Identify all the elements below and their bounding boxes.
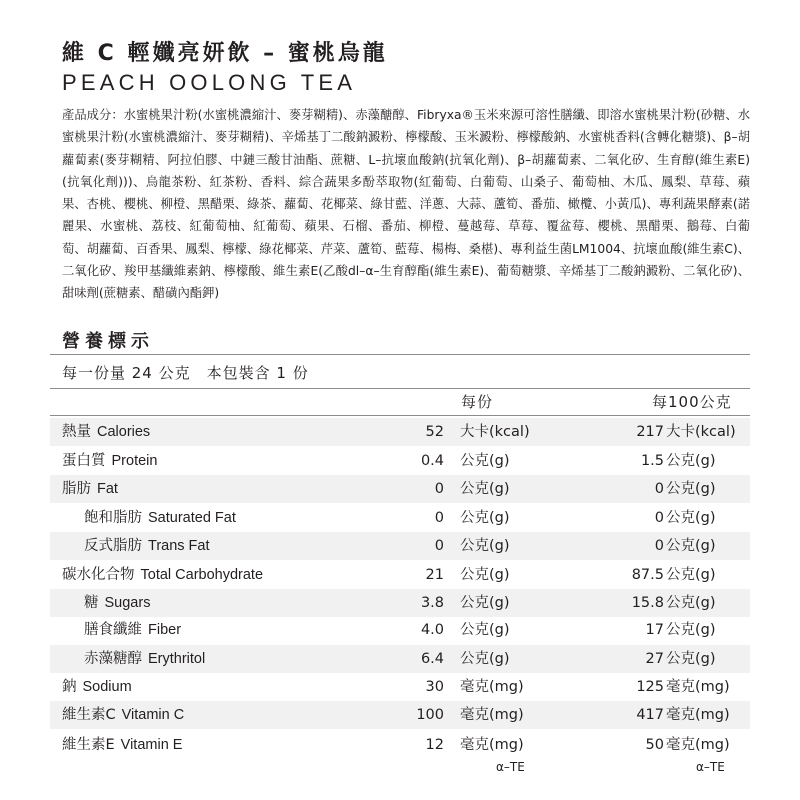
- value-per-serving: 30: [425, 679, 444, 695]
- nutrient-name-chinese: 糖: [84, 595, 99, 611]
- divider: [50, 415, 750, 416]
- value-per-serving: 6.4: [420, 651, 444, 667]
- value-per-serving: 0: [434, 538, 444, 554]
- value-per-100g: 125: [636, 679, 664, 695]
- value-per-serving: 0.4: [420, 453, 444, 469]
- unit-per-100g: 大卡(kcal): [666, 424, 736, 440]
- unit-per-100g: 公克(g): [666, 538, 716, 554]
- nutrient-name-chinese: 膳食纖維: [84, 622, 142, 638]
- nutrient-label: [84, 504, 236, 532]
- nutrient-label: [62, 561, 263, 589]
- value-per-100g: 0: [654, 510, 664, 526]
- nutrient-label: [62, 418, 150, 446]
- nutrient-name-chinese: 碳水化合物: [62, 567, 135, 583]
- nutrient-name-chinese: 熱量: [62, 424, 91, 440]
- unit-per-serving: 公克(g): [460, 538, 510, 554]
- unit-per-100g: 公克(g): [666, 622, 716, 638]
- nutrient-name-chinese: 脂肪: [62, 481, 91, 497]
- value-per-100g: 27: [645, 651, 664, 667]
- nutrient-name-english: Protein: [111, 453, 158, 469]
- table-row: [50, 561, 750, 589]
- unit-per-100g: 公克(g): [666, 481, 716, 497]
- value-per-serving: 3.8: [420, 595, 444, 611]
- nutrient-name-english: Calories: [97, 424, 151, 440]
- nutrient-name-english: Vitamin E: [120, 737, 183, 753]
- table-row: [50, 731, 750, 759]
- nutrient-name-english: Sodium: [82, 679, 132, 695]
- unit-per-serving: 毫克(mg): [460, 707, 524, 723]
- unit-per-serving: 毫克(mg): [460, 737, 524, 753]
- unit-per-serving: 公克(g): [460, 651, 510, 667]
- nutrient-name-english: Trans Fat: [148, 538, 210, 554]
- value-per-100g: 217: [636, 424, 664, 440]
- value-per-serving: 0: [434, 510, 444, 526]
- value-per-serving: 21: [425, 567, 444, 583]
- nutrient-name-english: Erythritol: [148, 651, 206, 667]
- nutrient-name-chinese: 維生素E: [62, 737, 115, 753]
- unit-per-100g: 毫克(mg): [666, 737, 730, 753]
- table-row: [50, 645, 750, 673]
- value-per-serving: 12: [425, 737, 444, 753]
- divider: [50, 354, 750, 355]
- vitamin-e-unit-note: α–TE: [696, 760, 725, 774]
- unit-per-100g: 公克(g): [666, 651, 716, 667]
- unit-per-serving: 公克(g): [460, 453, 510, 469]
- nutrient-label: [62, 447, 157, 475]
- table-row: [50, 673, 750, 701]
- value-per-100g: 417: [636, 707, 664, 723]
- value-per-100g: 0: [654, 481, 664, 497]
- unit-per-100g: 毫克(mg): [666, 707, 730, 723]
- table-row: [50, 418, 750, 446]
- ingredients-list: 產品成分：水蜜桃果汁粉(水蜜桃濃縮汁、麥芽糊精)、赤藻醣醇、Fibryxa®玉米來源可溶性膳纖、即溶水蜜桃果汁粉(砂糖、水蜜桃果汁粉(水蜜桃濃縮汁、麥芽糊精)、辛烯基丁二酸鈉澱粉、檸檬酸、玉米澱粉、檸檬酸鈉、水蜜桃香料(含轉化糖漿)、β–胡蘿蔔素(麥芽糊精、阿拉伯膠、中鏈三酸甘油酯、蔗糖、L–抗壞血酸鈉(抗氧化劑)、β–胡蘿蔔素、二氧化矽、生育醇(維生素E)(抗氧化劑)))、烏龍茶粉、紅茶粉、香料、綜合蔬果多酚萃取物(紅葡萄、白葡萄、山桑子、葡萄柚、木瓜、鳳梨、草莓、蘋果、杏桃、櫻桃、柳橙、黑醋栗、綠茶、蘿蔔、花椰菜、綠甘藍、洋蔥、大蒜、蘆筍、番茄、橄欖、小黃瓜)、專利蔬果酵素(諾麗果、水蜜桃、荔枝、紅葡萄柚、紅葡萄、蘋果、石榴、番茄、柳橙、蔓越莓、草莓、覆盆莓、櫻桃、黑醋栗、鵝莓、白葡萄、胡蘿蔔、百香果、鳳梨、檸檬、綠花椰菜、芹菜、蘆筍、藍莓、楊梅、桑椹)、專利益生菌LM1004、抗壞血酸(維生素C)、二氧化矽、羧甲基纖維素鈉、檸檬酸、維生素E(乙酸dl–α–生育醇酯(維生素E)、葡萄糖漿、辛烯基丁二酸鈉澱粉、二氧化矽)、甜味劑(蔗糖素、醋磺內酯鉀): [62, 108, 750, 301]
- nutrient-label: [84, 532, 210, 560]
- value-per-100g: 0: [654, 538, 664, 554]
- nutrition-heading: 營養標示: [62, 331, 154, 352]
- value-per-100g: 15.8: [631, 595, 664, 611]
- table-row: [50, 475, 750, 503]
- nutrient-name-english: Total Carbohydrate: [140, 567, 264, 583]
- nutrient-label: [62, 701, 184, 729]
- value-per-serving: 4.0: [420, 622, 444, 638]
- column-header-per-100g: 每100公克: [652, 393, 732, 411]
- vitamin-e-unit-note: α–TE: [496, 760, 525, 774]
- nutrient-label: [62, 731, 182, 759]
- nutrient-name-english: Vitamin C: [121, 707, 185, 723]
- table-row: [50, 504, 750, 532]
- value-per-serving: 100: [416, 707, 444, 723]
- nutrient-label: [62, 475, 118, 503]
- table-row: [50, 701, 750, 729]
- value-per-serving: 0: [434, 481, 444, 497]
- unit-per-100g: 公克(g): [666, 595, 716, 611]
- unit-per-serving: 毫克(mg): [460, 679, 524, 695]
- table-row: [50, 616, 750, 644]
- value-per-100g: 1.5: [640, 453, 664, 469]
- value-per-100g: 17: [645, 622, 664, 638]
- unit-per-serving: 公克(g): [460, 595, 510, 611]
- nutrient-name-english: Saturated Fat: [148, 510, 236, 526]
- unit-per-100g: 公克(g): [666, 510, 716, 526]
- table-row: [50, 532, 750, 560]
- product-title-english: PEACH OOLONG TEA: [62, 70, 357, 95]
- nutrient-label: [84, 616, 181, 644]
- nutrient-name-chinese: 飽和脂肪: [84, 510, 142, 526]
- nutrient-name-chinese: 赤藻糖醇: [84, 651, 142, 667]
- value-per-serving: 52: [425, 424, 444, 440]
- nutrient-label: [84, 589, 150, 617]
- unit-per-serving: 公克(g): [460, 510, 510, 526]
- unit-per-100g: 公克(g): [666, 453, 716, 469]
- table-row: [50, 589, 750, 617]
- product-title-chinese: 維 C 輕孅亮妍飲 – 蜜桃烏龍: [62, 41, 388, 66]
- nutrient-name-english: Fiber: [148, 622, 182, 638]
- column-header-per-serving: 每份: [461, 393, 494, 411]
- nutrient-name-chinese: 蛋白質: [62, 453, 106, 469]
- value-per-100g: 50: [645, 737, 664, 753]
- nutrient-name-english: Fat: [97, 481, 118, 497]
- value-per-100g: 87.5: [631, 567, 664, 583]
- divider: [50, 388, 750, 389]
- nutrient-name-chinese: 反式脂肪: [84, 538, 142, 554]
- nutrient-label: [62, 673, 132, 701]
- unit-per-serving: 大卡(kcal): [460, 424, 530, 440]
- unit-per-serving: 公克(g): [460, 622, 510, 638]
- nutrient-name-english: Sugars: [104, 595, 151, 611]
- nutrient-name-chinese: 鈉: [62, 679, 77, 695]
- unit-per-serving: 公克(g): [460, 567, 510, 583]
- nutrient-name-chinese: 維生素C: [62, 707, 116, 723]
- unit-per-100g: 公克(g): [666, 567, 716, 583]
- table-row: [50, 447, 750, 475]
- unit-per-serving: 公克(g): [460, 481, 510, 497]
- nutrient-label: [84, 645, 205, 673]
- unit-per-100g: 毫克(mg): [666, 679, 730, 695]
- serving-info: 每一份量 24 公克 本包裝含 1 份: [62, 364, 309, 382]
